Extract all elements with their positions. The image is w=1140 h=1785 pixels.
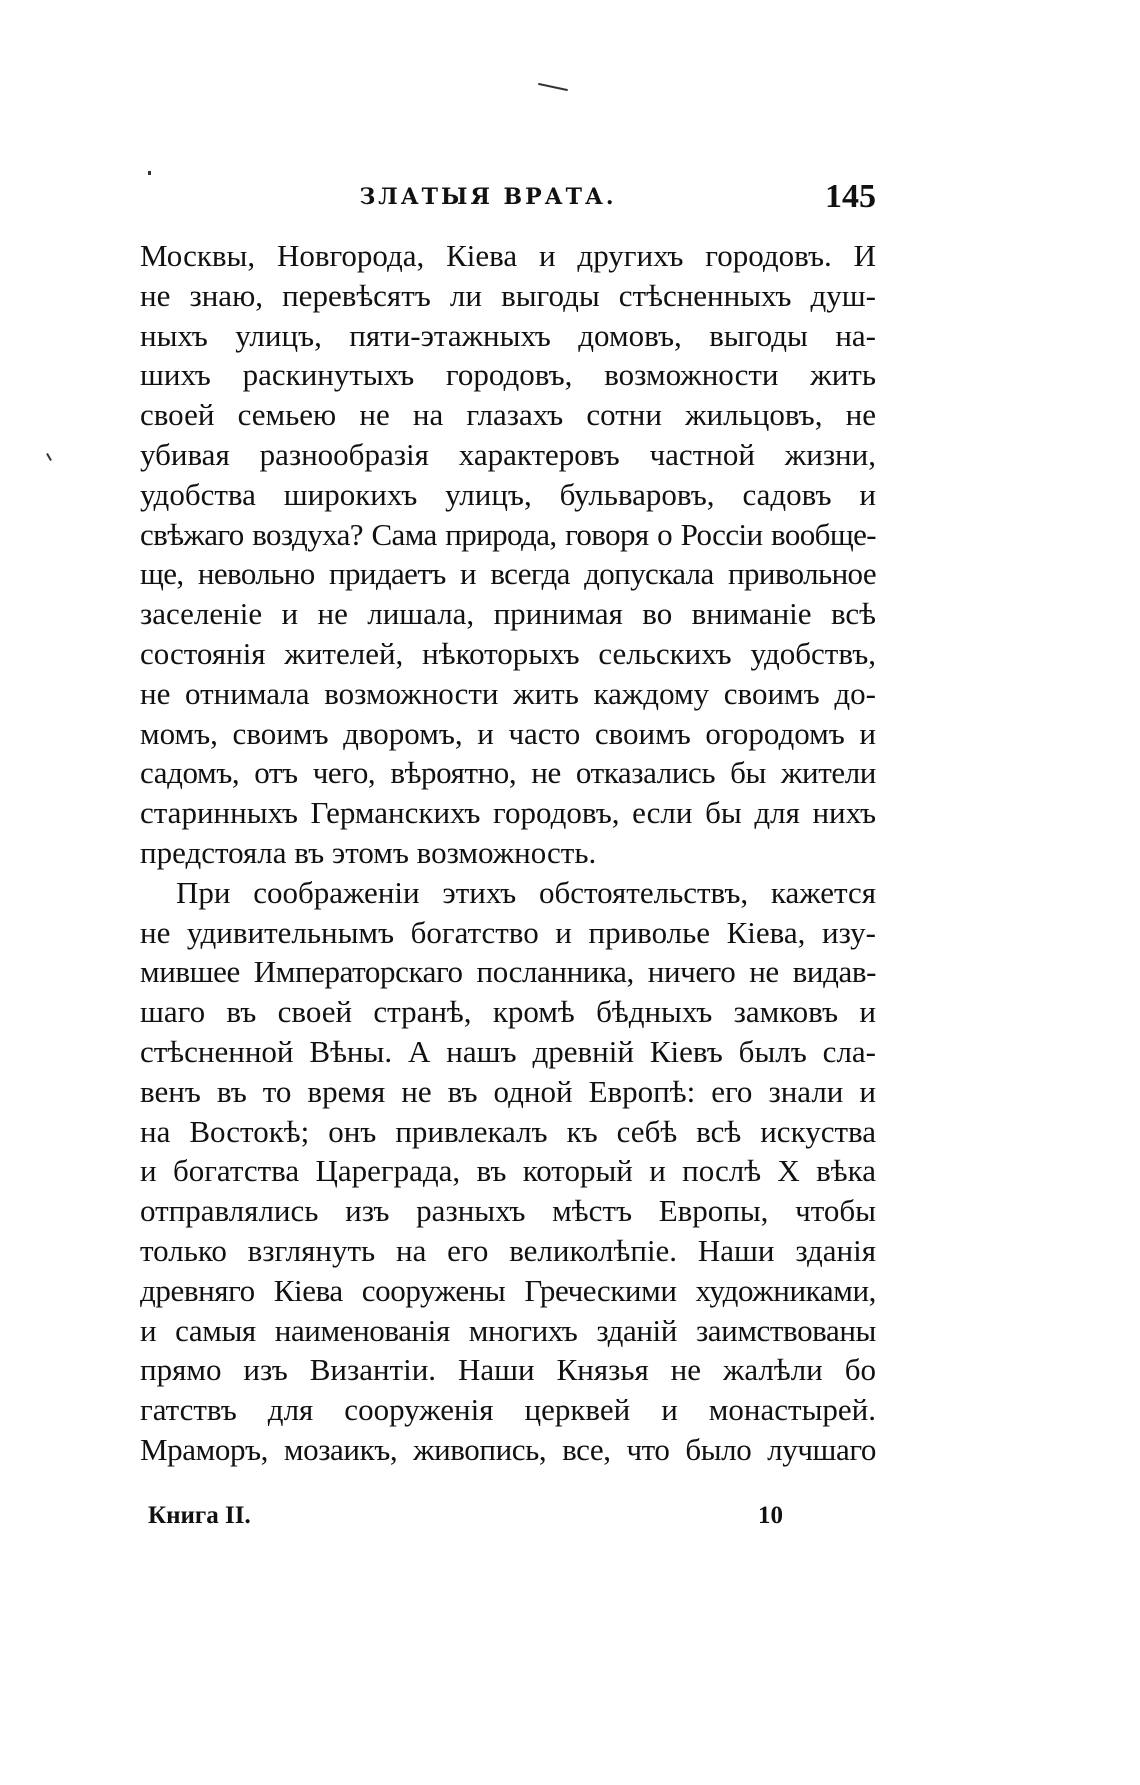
running-head — [140, 178, 876, 224]
text-line: садомъ, отъ чего, вѣроятно, не отказались бы жители — [140, 755, 876, 791]
signature-number: 10 — [758, 1502, 783, 1529]
text-line: Мраморъ, мозаикъ, живопись, все, что было лучшаго — [140, 1431, 876, 1467]
text-line: не знаю, перевѣсятъ ли выгоды стѣсненныхъ душ- — [140, 277, 876, 313]
text-line: убивая разнообразія характеровъ частной жизни, — [140, 436, 876, 472]
text-line: и богатства Цареграда, въ который и послѣ X вѣка — [140, 1153, 876, 1189]
text-line: гатствъ для сооруженія церквей и монастырей. — [140, 1392, 876, 1428]
text-line: своей семьею не на глазахъ сотни жильцовъ, не — [140, 397, 876, 433]
page-footer — [148, 1502, 788, 1538]
text-line: момъ, своимъ дворомъ, и часто своимъ огородомъ и — [140, 715, 876, 751]
text-line: ныхъ улицъ, пяти-этажныхъ домовъ, выгоды на- — [140, 317, 876, 353]
text-line: шихъ раскинутыхъ городовъ, возможности жить — [140, 357, 876, 393]
scan-mark-margin — [46, 453, 52, 461]
text-line-paragraph-end: предстояла въ этомъ возможность. — [140, 834, 597, 870]
text-line-paragraph-start: При соображеніи этихъ обстоятельствъ, кажется — [176, 874, 876, 910]
text-line: не отнимала возможности жить каждому своимъ до- — [140, 675, 876, 711]
text-line: удобства широкихъ улицъ, бульваровъ, садовъ и — [140, 476, 876, 512]
text-line: свѣжаго воздуха? Сама природа, говоря о Россіи вообще- — [140, 516, 876, 552]
text-line: прямо изъ Византіи. Наши Князья не жалѣли бо — [140, 1352, 876, 1388]
text-line: древняго Кіева сооружены Греческими художниками, — [140, 1272, 876, 1308]
running-title: ЗЛАТЫЯ ВРАТА. — [359, 184, 617, 210]
text-line: и самыя наименованія многихъ зданій заимствованы — [140, 1312, 876, 1348]
text-line: не удивительнымъ богатство и приволье Кіева, изу- — [140, 914, 876, 950]
text-line: отправлялись изъ разныхъ мѣстъ Европы, чтобы — [140, 1193, 876, 1229]
text-line: состоянія жителей, нѣкоторыхъ сельскихъ удобствъ, — [140, 635, 876, 671]
scan-mark-left — [148, 171, 151, 175]
text-line: венъ въ то время не въ одной Европѣ: его знали и — [140, 1073, 876, 1109]
text-line: стѣсненной Вѣны. А нашъ древній Кіевъ былъ сла- — [140, 1033, 876, 1069]
text-line: ще, невольно придаетъ и всегда допускала привольное — [140, 556, 876, 592]
text-line: мившее Императорскаго посланника, ничего не видав- — [140, 954, 876, 990]
text-line: шаго въ своей странѣ, кромѣ бѣдныхъ замковъ и — [140, 994, 876, 1030]
signature-book: Книга II. — [148, 1502, 251, 1529]
text-line: только взглянуть на его великолѣпіе. Наши зданія — [140, 1232, 876, 1268]
body-text — [140, 236, 876, 1470]
text-line: Москвы, Новгорода, Кіева и другихъ городовъ. И — [140, 238, 876, 273]
page-number: 145 — [825, 178, 876, 215]
text-line: на Востокѣ; онъ привлекалъ къ себѣ всѣ искуства — [140, 1113, 876, 1149]
scan-mark-top — [538, 83, 568, 91]
text-line: старинныхъ Германскихъ городовъ, если бы для нихъ — [140, 795, 876, 831]
text-line: заселеніе и не лишала, принимая во вниманіе всѣ — [140, 596, 876, 632]
